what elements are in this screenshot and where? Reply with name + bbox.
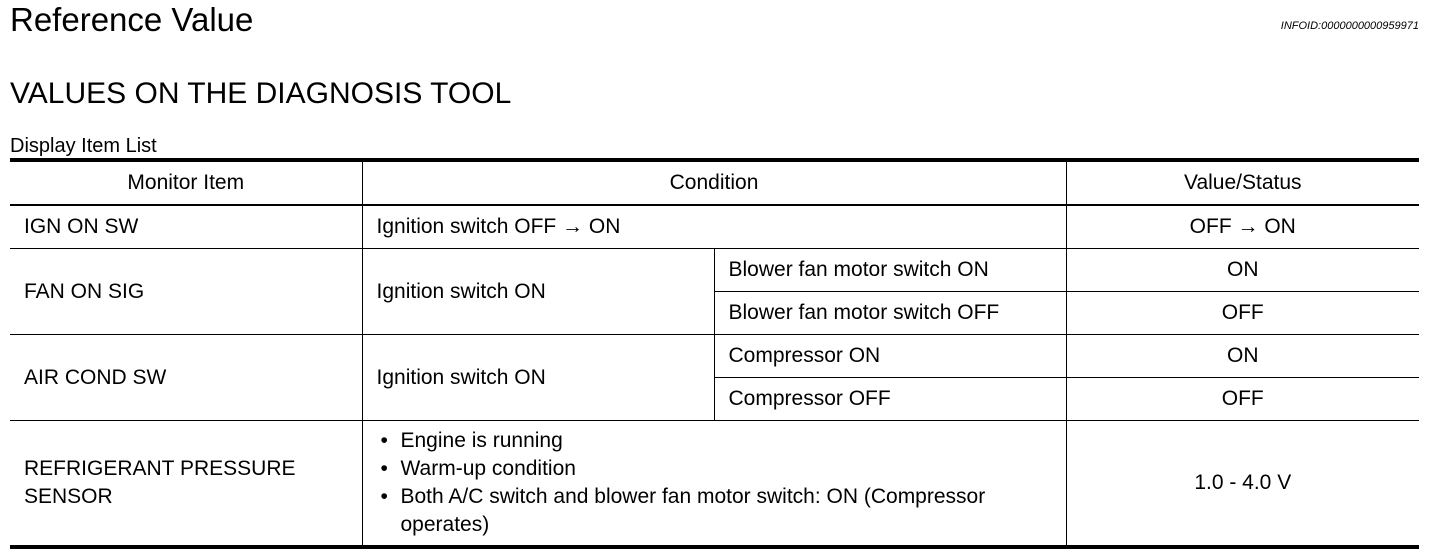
value-cell: 1.0 - 4.0 V	[1066, 421, 1419, 548]
monitor-item-line: REFRIGERANT PRESSURE	[24, 457, 296, 480]
monitor-item-cell: FAN ON SIG	[10, 249, 362, 335]
sub-condition-cell: Compressor OFF	[714, 378, 1066, 421]
condition-bullet	[377, 483, 1052, 539]
section-heading: VALUES ON THE DIAGNOSIS TOOL	[10, 77, 512, 110]
condition-cell: Ignition switch OFF → ON	[362, 205, 1066, 249]
value-cell: OFF → ON	[1066, 205, 1419, 249]
monitor-item-line: SENSOR	[24, 485, 113, 508]
bullet-text: Both A/C switch and blower fan motor switch: ON (Compressor operates)	[400, 485, 986, 536]
sub-condition-cell: Compressor ON	[714, 335, 1066, 378]
table-header-row	[10, 160, 1419, 205]
monitor-item-cell	[10, 421, 362, 548]
table-row	[10, 421, 1419, 548]
condition-bullet-list	[377, 421, 1052, 545]
condition-cell: Ignition switch ON	[362, 249, 714, 335]
info-id: INFOID:0000000000959971	[1280, 20, 1419, 32]
value-cell: OFF	[1066, 378, 1419, 421]
condition-bullet	[377, 427, 1052, 455]
table-row	[10, 205, 1419, 249]
monitor-item-cell: AIR COND SW	[10, 335, 362, 421]
column-header-value-status: Value/Status	[1066, 160, 1419, 205]
bullet-text: Warm-up condition	[400, 457, 576, 480]
condition-cell: Ignition switch ON	[362, 335, 714, 421]
sub-condition-cell: Blower fan motor switch ON	[714, 249, 1066, 292]
sub-condition-cell: Blower fan motor switch OFF	[714, 292, 1066, 335]
page-title: Reference Value	[10, 1, 254, 38]
table-caption: Display Item List	[10, 135, 157, 157]
condition-bullet	[377, 455, 1052, 483]
bullet-icon: •	[380, 457, 388, 480]
display-item-table	[10, 158, 1419, 549]
column-header-condition: Condition	[362, 160, 1066, 205]
value-cell: ON	[1066, 249, 1419, 292]
value-cell: OFF	[1066, 292, 1419, 335]
monitor-item-cell: IGN ON SW	[10, 205, 362, 249]
bullet-icon: •	[380, 485, 388, 508]
column-header-monitor-item: Monitor Item	[10, 160, 362, 205]
table-row	[10, 249, 1419, 292]
bullet-text: Engine is running	[400, 429, 563, 452]
condition-cell	[362, 421, 1066, 548]
bullet-icon: •	[380, 429, 388, 452]
value-cell: ON	[1066, 335, 1419, 378]
table-row	[10, 335, 1419, 378]
